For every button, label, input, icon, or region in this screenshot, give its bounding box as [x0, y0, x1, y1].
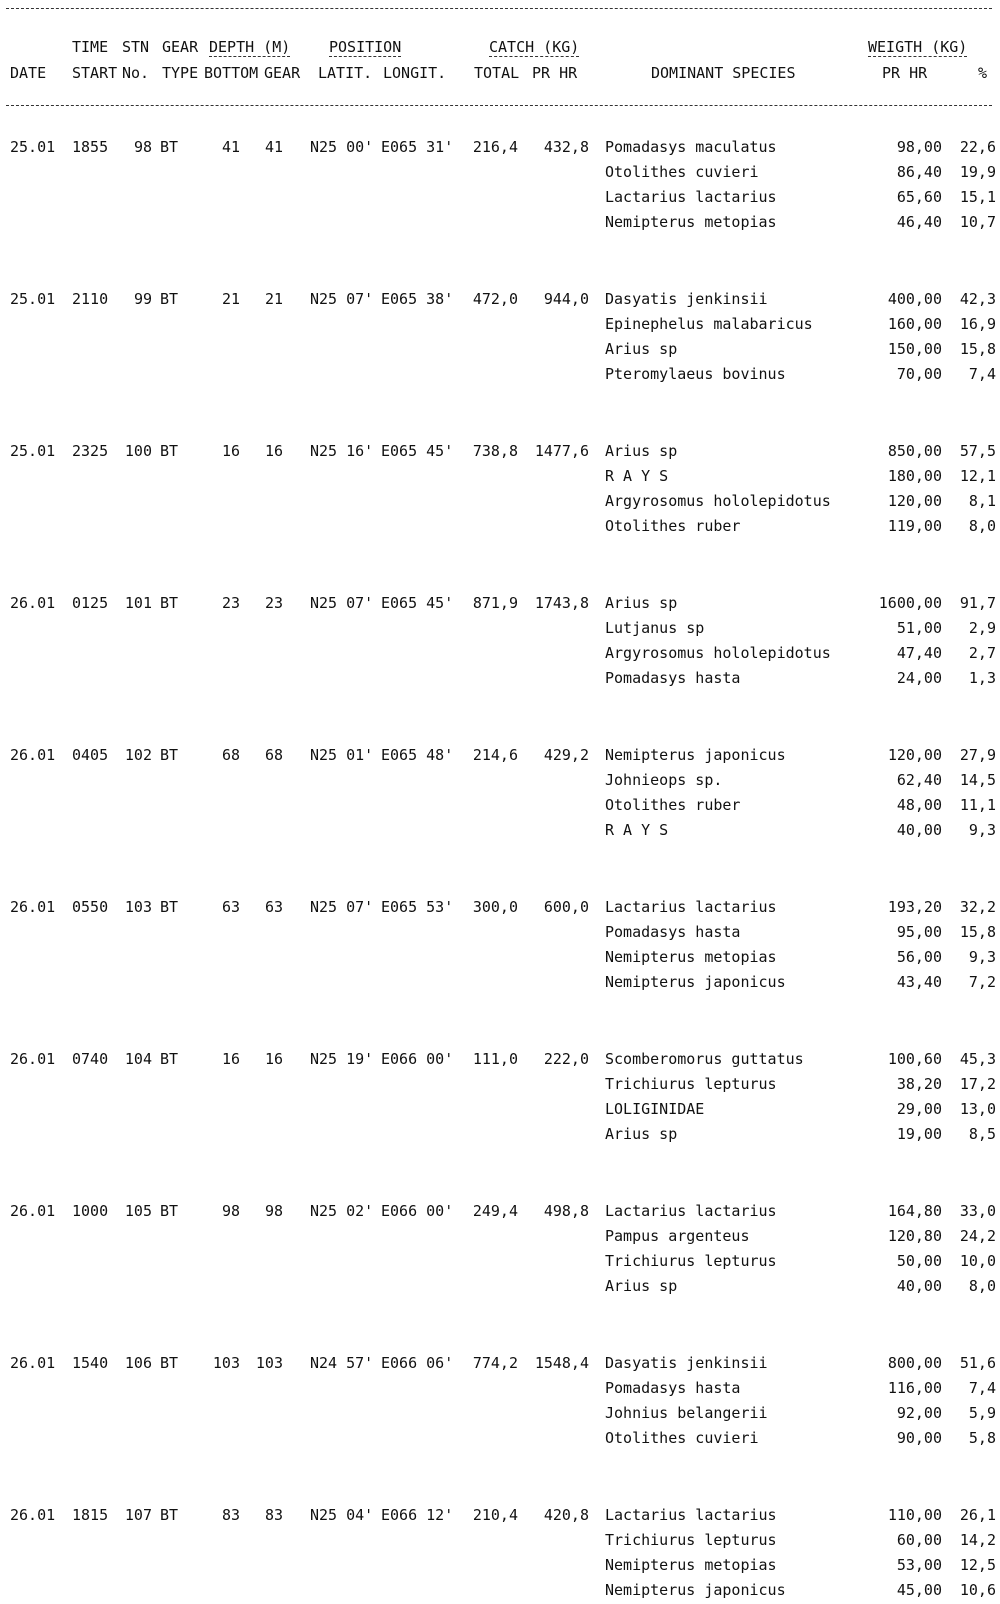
- species-weight-prhr: 100,60: [887, 1050, 942, 1068]
- species-weight-prhr: 164,80: [887, 1202, 942, 1220]
- cell-gear-type: BT: [160, 1506, 179, 1524]
- cell-catch-total: 249,4: [472, 1202, 518, 1220]
- species-weight-prhr: 48,00: [896, 796, 942, 814]
- cell-catch-prhr: 944,0: [543, 290, 589, 308]
- species-weight-prhr: 43,40: [896, 973, 942, 991]
- species-name: Pomadasys hasta: [605, 923, 741, 941]
- species-weight-prhr: 116,00: [887, 1379, 942, 1397]
- cell-depth-bottom: 103: [212, 1354, 240, 1372]
- species-weight-prhr: 56,00: [896, 948, 942, 966]
- cell-date: 25.01: [10, 442, 56, 460]
- species-percent: 57,5: [959, 442, 996, 460]
- species-name: Dasyatis jenkinsii: [605, 290, 768, 308]
- species-percent: 42,3: [959, 290, 996, 308]
- species-weight-prhr: 98,00: [896, 138, 942, 156]
- cell-depth-bottom: 16: [221, 1050, 240, 1068]
- species-weight-prhr: 120,00: [887, 746, 942, 764]
- cell-longitude: E066 12': [381, 1506, 454, 1524]
- species-name: Lactarius lactarius: [605, 898, 777, 916]
- cell-catch-prhr: 600,0: [543, 898, 589, 916]
- species-percent: 12,5: [959, 1556, 996, 1574]
- species-weight-prhr: 800,00: [887, 1354, 942, 1372]
- cell-date: 25.01: [10, 138, 56, 156]
- species-weight-prhr: 40,00: [896, 821, 942, 839]
- species-name: Pomadasys maculatus: [605, 138, 777, 156]
- cell-catch-total: 300,0: [472, 898, 518, 916]
- cell-longitude: E065 38': [381, 290, 454, 308]
- cell-depth-gear: 63: [264, 898, 283, 916]
- header-divider: [6, 105, 992, 106]
- cell-gear-type: BT: [160, 1354, 179, 1372]
- cell-catch-total: 774,2: [472, 1354, 518, 1372]
- cell-depth-gear: 68: [264, 746, 283, 764]
- cell-station-no: 107: [124, 1506, 152, 1524]
- species-weight-prhr: 110,00: [887, 1506, 942, 1524]
- species-weight-prhr: 95,00: [896, 923, 942, 941]
- cell-depth-gear: 83: [264, 1506, 283, 1524]
- species-percent: 33,0: [959, 1202, 996, 1220]
- cell-catch-total: 871,9: [472, 594, 518, 612]
- cell-depth-bottom: 41: [221, 138, 240, 156]
- species-percent: 15,8: [959, 340, 996, 358]
- header-no: No.: [122, 64, 150, 82]
- cell-station-no: 105: [124, 1202, 152, 1220]
- species-weight-prhr: 160,00: [887, 315, 942, 333]
- header-start: START: [72, 64, 118, 82]
- cell-depth-bottom: 63: [221, 898, 240, 916]
- cell-depth-gear: 41: [264, 138, 283, 156]
- cell-station-no: 104: [124, 1050, 152, 1068]
- cell-longitude: E065 45': [381, 442, 454, 460]
- cell-longitude: E065 53': [381, 898, 454, 916]
- species-percent: 5,9: [968, 1404, 996, 1422]
- species-percent: 10,7: [959, 213, 996, 231]
- cell-gear-type: BT: [160, 290, 179, 308]
- cell-station-no: 98: [133, 138, 152, 156]
- species-percent: 10,0: [959, 1252, 996, 1270]
- species-name: Epinephelus malabaricus: [605, 315, 813, 333]
- cell-latitude: N25 04': [310, 1506, 374, 1524]
- species-weight-prhr: 51,00: [896, 619, 942, 637]
- cell-depth-bottom: 21: [221, 290, 240, 308]
- species-name: Pampus argenteus: [605, 1227, 750, 1245]
- cell-catch-total: 216,4: [472, 138, 518, 156]
- cell-longitude: E065 45': [381, 594, 454, 612]
- cell-longitude: E065 48': [381, 746, 454, 764]
- species-name: Arius sp: [605, 442, 678, 460]
- species-weight-prhr: 400,00: [887, 290, 942, 308]
- header-type: TYPE: [162, 64, 199, 82]
- species-percent: 45,3: [959, 1050, 996, 1068]
- species-name: Otolithes ruber: [605, 796, 741, 814]
- header-position-group: POSITION: [329, 38, 402, 56]
- cell-latitude: N25 07': [310, 898, 374, 916]
- species-percent: 8,5: [968, 1125, 996, 1143]
- species-percent: 7,2: [968, 973, 996, 991]
- species-name: Lactarius lactarius: [605, 1506, 777, 1524]
- species-percent: 15,1: [959, 188, 996, 206]
- cell-station-no: 99: [133, 290, 152, 308]
- cell-latitude: N25 00': [310, 138, 374, 156]
- species-percent: 24,2: [959, 1227, 996, 1245]
- cell-time-start: 1815: [72, 1506, 109, 1524]
- cell-catch-prhr: 429,2: [543, 746, 589, 764]
- header-gear: GEAR: [162, 38, 199, 56]
- species-name: Lutjanus sp: [605, 619, 705, 637]
- species-percent: 9,3: [968, 948, 996, 966]
- species-weight-prhr: 47,40: [896, 644, 942, 662]
- species-percent: 2,7: [968, 644, 996, 662]
- species-name: Arius sp: [605, 594, 678, 612]
- species-weight-prhr: 120,00: [887, 492, 942, 510]
- species-name: Trichiurus lepturus: [605, 1252, 777, 1270]
- species-percent: 17,2: [959, 1075, 996, 1093]
- species-percent: 16,9: [959, 315, 996, 333]
- species-name: Trichiurus lepturus: [605, 1075, 777, 1093]
- cell-longitude: E065 31': [381, 138, 454, 156]
- cell-date: 26.01: [10, 898, 56, 916]
- species-weight-prhr: 86,40: [896, 163, 942, 181]
- species-weight-prhr: 850,00: [887, 442, 942, 460]
- header-pct: %: [978, 64, 988, 82]
- species-name: Nemipterus metopias: [605, 948, 777, 966]
- cell-latitude: N25 07': [310, 290, 374, 308]
- species-weight-prhr: 180,00: [887, 467, 942, 485]
- species-weight-prhr: 70,00: [896, 365, 942, 383]
- cell-catch-prhr: 498,8: [543, 1202, 589, 1220]
- species-name: Scomberomorus guttatus: [605, 1050, 804, 1068]
- cell-gear-type: BT: [160, 138, 179, 156]
- species-name: Lactarius lactarius: [605, 1202, 777, 1220]
- cell-depth-bottom: 16: [221, 442, 240, 460]
- species-weight-prhr: 53,00: [896, 1556, 942, 1574]
- cell-catch-prhr: 1477,6: [534, 442, 589, 460]
- species-name: Pteromylaeus bovinus: [605, 365, 786, 383]
- species-weight-prhr: 65,60: [896, 188, 942, 206]
- species-weight-prhr: 90,00: [896, 1429, 942, 1447]
- header-stn: STN: [122, 38, 150, 56]
- cell-catch-total: 214,6: [472, 746, 518, 764]
- species-name: Nemipterus metopias: [605, 213, 777, 231]
- species-weight-prhr: 120,80: [887, 1227, 942, 1245]
- cell-date: 26.01: [10, 1050, 56, 1068]
- species-weight-prhr: 45,00: [896, 1581, 942, 1599]
- header-longit: LONGIT.: [383, 64, 447, 82]
- cell-time-start: 2110: [72, 290, 109, 308]
- species-weight-prhr: 1600,00: [878, 594, 942, 612]
- cell-depth-gear: 23: [264, 594, 283, 612]
- cell-depth-gear: 103: [255, 1354, 283, 1372]
- cell-time-start: 1540: [72, 1354, 109, 1372]
- species-percent: 27,9: [959, 746, 996, 764]
- cell-time-start: 0125: [72, 594, 109, 612]
- species-percent: 2,9: [968, 619, 996, 637]
- species-name: Johnieops sp.: [605, 771, 723, 789]
- cell-catch-total: 472,0: [472, 290, 518, 308]
- species-weight-prhr: 46,40: [896, 213, 942, 231]
- cell-date: 25.01: [10, 290, 56, 308]
- top-divider: [6, 8, 992, 9]
- species-weight-prhr: 60,00: [896, 1531, 942, 1549]
- cell-longitude: E066 06': [381, 1354, 454, 1372]
- species-percent: 7,4: [968, 1379, 996, 1397]
- species-name: Arius sp: [605, 1277, 678, 1295]
- cell-depth-bottom: 68: [221, 746, 240, 764]
- cell-depth-gear: 16: [264, 442, 283, 460]
- species-name: R A Y S: [605, 821, 669, 839]
- species-percent: 32,2: [959, 898, 996, 916]
- cell-station-no: 103: [124, 898, 152, 916]
- species-weight-prhr: 150,00: [887, 340, 942, 358]
- cell-date: 26.01: [10, 746, 56, 764]
- header-dominant-species: DOMINANT SPECIES: [651, 64, 796, 82]
- cell-longitude: E066 00': [381, 1050, 454, 1068]
- cell-catch-total: 111,0: [472, 1050, 518, 1068]
- cell-depth-gear: 21: [264, 290, 283, 308]
- species-name: R A Y S: [605, 467, 669, 485]
- header-gear-depth: GEAR: [264, 64, 301, 82]
- cell-date: 26.01: [10, 1202, 56, 1220]
- species-percent: 11,1: [959, 796, 996, 814]
- cell-catch-prhr: 432,8: [543, 138, 589, 156]
- cell-depth-gear: 16: [264, 1050, 283, 1068]
- species-name: Pomadasys hasta: [605, 1379, 741, 1397]
- cell-depth-gear: 98: [264, 1202, 283, 1220]
- cell-latitude: N24 57': [310, 1354, 374, 1372]
- header-bottom: BOTTOM: [204, 64, 259, 82]
- species-name: Trichiurus lepturus: [605, 1531, 777, 1549]
- header-total: TOTAL: [474, 64, 520, 82]
- species-name: Nemipterus metopias: [605, 1556, 777, 1574]
- species-name: Arius sp: [605, 1125, 678, 1143]
- cell-catch-total: 738,8: [472, 442, 518, 460]
- species-percent: 91,7: [959, 594, 996, 612]
- species-name: Otolithes ruber: [605, 517, 741, 535]
- species-name: Arius sp: [605, 340, 678, 358]
- species-weight-prhr: 24,00: [896, 669, 942, 687]
- species-weight-prhr: 193,20: [887, 898, 942, 916]
- species-percent: 19,9: [959, 163, 996, 181]
- cell-date: 26.01: [10, 594, 56, 612]
- cell-time-start: 2325: [72, 442, 109, 460]
- header-weight-prhr: PR HR: [882, 64, 928, 82]
- cell-latitude: N25 16': [310, 442, 374, 460]
- cell-time-start: 0405: [72, 746, 109, 764]
- species-percent: 15,8: [959, 923, 996, 941]
- species-weight-prhr: 62,40: [896, 771, 942, 789]
- species-name: Otolithes cuvieri: [605, 163, 759, 181]
- species-name: Johnius belangerii: [605, 1404, 768, 1422]
- cell-gear-type: BT: [160, 594, 179, 612]
- cell-catch-prhr: 1743,8: [534, 594, 589, 612]
- cell-depth-bottom: 98: [221, 1202, 240, 1220]
- species-weight-prhr: 50,00: [896, 1252, 942, 1270]
- species-weight-prhr: 92,00: [896, 1404, 942, 1422]
- cell-gear-type: BT: [160, 898, 179, 916]
- species-percent: 26,1: [959, 1506, 996, 1524]
- species-weight-prhr: 38,20: [896, 1075, 942, 1093]
- species-name: Dasyatis jenkinsii: [605, 1354, 768, 1372]
- cell-gear-type: BT: [160, 1202, 179, 1220]
- cell-longitude: E066 00': [381, 1202, 454, 1220]
- cell-station-no: 101: [124, 594, 152, 612]
- species-name: Nemipterus japonicus: [605, 973, 786, 991]
- header-depth-group: DEPTH (M): [209, 38, 291, 56]
- cell-depth-bottom: 23: [221, 594, 240, 612]
- cell-gear-type: BT: [160, 746, 179, 764]
- cell-time-start: 0740: [72, 1050, 109, 1068]
- species-percent: 1,3: [968, 669, 996, 687]
- species-percent: 22,6: [959, 138, 996, 156]
- species-name: Lactarius lactarius: [605, 188, 777, 206]
- cell-catch-prhr: 222,0: [543, 1050, 589, 1068]
- cell-catch-prhr: 1548,4: [534, 1354, 589, 1372]
- species-percent: 10,6: [959, 1581, 996, 1599]
- species-weight-prhr: 40,00: [896, 1277, 942, 1295]
- cell-latitude: N25 01': [310, 746, 374, 764]
- species-name: Nemipterus japonicus: [605, 746, 786, 764]
- header-time: TIME: [72, 38, 109, 56]
- header-date: DATE: [10, 64, 47, 82]
- species-weight-prhr: 19,00: [896, 1125, 942, 1143]
- species-percent: 51,6: [959, 1354, 996, 1372]
- cell-gear-type: BT: [160, 1050, 179, 1068]
- header-catch-group: CATCH (KG): [489, 38, 580, 56]
- species-percent: 8,0: [968, 1277, 996, 1295]
- species-percent: 13,0: [959, 1100, 996, 1118]
- species-name: Argyrosomus hololepidotus: [605, 492, 831, 510]
- cell-station-no: 106: [124, 1354, 152, 1372]
- cell-catch-total: 210,4: [472, 1506, 518, 1524]
- species-percent: 12,1: [959, 467, 996, 485]
- species-percent: 8,0: [968, 517, 996, 535]
- cell-station-no: 102: [124, 746, 152, 764]
- species-percent: 14,2: [959, 1531, 996, 1549]
- cell-latitude: N25 07': [310, 594, 374, 612]
- species-name: Nemipterus japonicus: [605, 1581, 786, 1599]
- header-weight-group: WEIGTH (KG): [868, 38, 968, 56]
- species-percent: 7,4: [968, 365, 996, 383]
- cell-station-no: 100: [124, 442, 152, 460]
- cell-date: 26.01: [10, 1506, 56, 1524]
- species-name: LOLIGINIDAE: [605, 1100, 705, 1118]
- species-percent: 5,8: [968, 1429, 996, 1447]
- cell-time-start: 0550: [72, 898, 109, 916]
- header-latit: LATIT.: [318, 64, 373, 82]
- cell-latitude: N25 02': [310, 1202, 374, 1220]
- cell-date: 26.01: [10, 1354, 56, 1372]
- header-catch-prhr: PR HR: [532, 64, 578, 82]
- cell-time-start: 1855: [72, 138, 109, 156]
- species-weight-prhr: 119,00: [887, 517, 942, 535]
- species-name: Otolithes cuvieri: [605, 1429, 759, 1447]
- cell-latitude: N25 19': [310, 1050, 374, 1068]
- species-weight-prhr: 29,00: [896, 1100, 942, 1118]
- species-percent: 8,1: [968, 492, 996, 510]
- species-percent: 14,5: [959, 771, 996, 789]
- cell-catch-prhr: 420,8: [543, 1506, 589, 1524]
- species-name: Pomadasys hasta: [605, 669, 741, 687]
- species-name: Argyrosomus hololepidotus: [605, 644, 831, 662]
- cell-depth-bottom: 83: [221, 1506, 240, 1524]
- cell-gear-type: BT: [160, 442, 179, 460]
- cell-time-start: 1000: [72, 1202, 109, 1220]
- species-percent: 9,3: [968, 821, 996, 839]
